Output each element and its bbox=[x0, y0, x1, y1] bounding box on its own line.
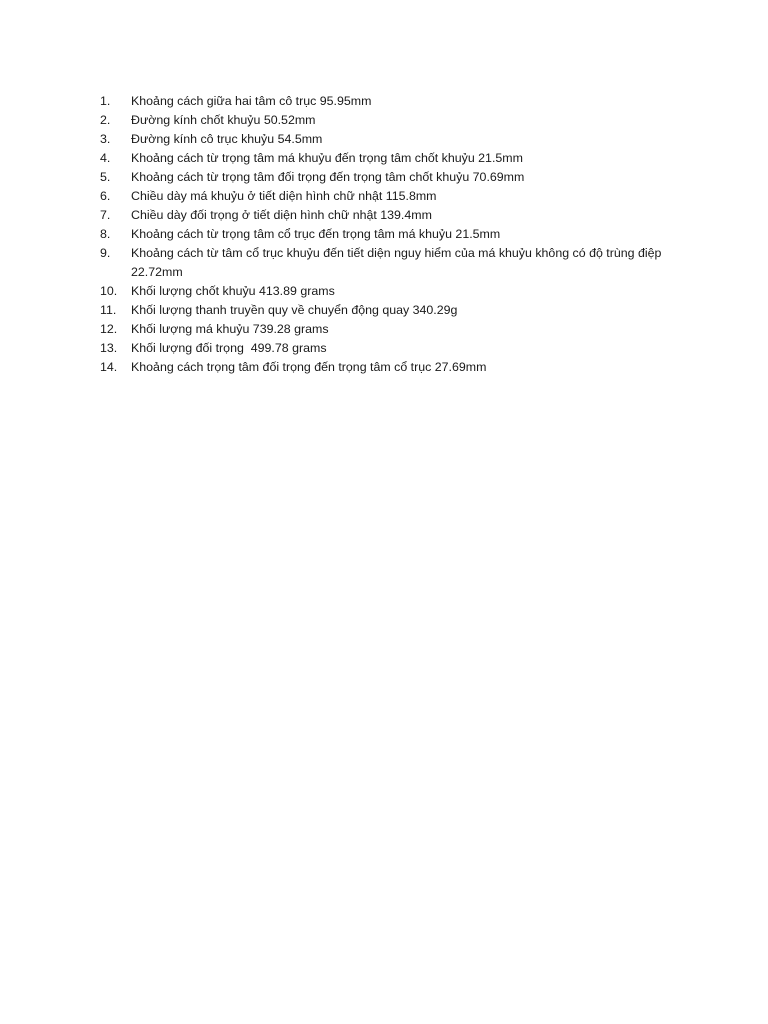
list-item bbox=[100, 187, 690, 206]
item-text: Đường kính chốt khuỷu 50.52mm bbox=[131, 113, 316, 127]
list-item bbox=[100, 282, 690, 301]
item-number: 13. bbox=[100, 341, 118, 355]
list-item bbox=[100, 92, 690, 111]
item-number: 6. bbox=[100, 189, 111, 203]
item-number: 12. bbox=[100, 322, 118, 336]
list-item bbox=[100, 320, 690, 339]
item-text: Khoảng cách từ tâm cổ trục khuỷu đến tiết diện nguy hiểm của má khuỷu không có độ trùng điệp 22.72mm bbox=[131, 246, 662, 279]
item-number: 4. bbox=[100, 151, 111, 165]
item-number: 10. bbox=[100, 284, 118, 298]
list-item bbox=[100, 168, 690, 187]
item-number: 8. bbox=[100, 227, 111, 241]
item-number: 7. bbox=[100, 208, 111, 222]
item-number: 2. bbox=[100, 113, 111, 127]
list-item bbox=[100, 358, 690, 377]
item-text: Khoảng cách giữa hai tâm cô trục 95.95mm bbox=[131, 94, 372, 108]
list-item bbox=[100, 111, 690, 130]
item-text: Khối lượng chốt khuỷu 413.89 grams bbox=[131, 284, 335, 298]
list-item bbox=[100, 130, 690, 149]
item-text: Khoảng cách từ trọng tâm cổ trục đến trọng tâm má khuỷu 21.5mm bbox=[131, 227, 501, 241]
list-item bbox=[100, 244, 690, 282]
item-text: Chiều dày đối trọng ở tiết diện hình chữ nhật 139.4mm bbox=[131, 208, 432, 222]
item-text: Đường kính cô trục khuỷu 54.5mm bbox=[131, 132, 323, 146]
item-text: Chiều dày má khuỷu ở tiết diện hình chữ nhật 115.8mm bbox=[131, 189, 437, 203]
item-text: Khoảng cách từ trọng tâm đối trọng đến trọng tâm chốt khuỷu 70.69mm bbox=[131, 170, 525, 184]
list-item bbox=[100, 301, 690, 320]
item-number: 11. bbox=[100, 303, 117, 317]
item-text: Khoảng cách từ trọng tâm má khuỷu đến trọng tâm chốt khuỷu 21.5mm bbox=[131, 151, 523, 165]
list-item bbox=[100, 339, 690, 358]
item-text: Khối lượng má khuỷu 739.28 grams bbox=[131, 322, 329, 336]
item-number: 3. bbox=[100, 132, 111, 146]
numbered-list bbox=[100, 92, 690, 377]
list-item bbox=[100, 225, 690, 244]
item-text: Khối lượng đối trọng 499.78 grams bbox=[131, 341, 327, 355]
item-text: Khoảng cách trọng tâm đối trọng đến trọng tâm cổ trục 27.69mm bbox=[131, 360, 487, 374]
item-number: 9. bbox=[100, 246, 111, 260]
list-item bbox=[100, 206, 690, 225]
item-number: 5. bbox=[100, 170, 111, 184]
item-number: 1. bbox=[100, 94, 111, 108]
item-text: Khối lượng thanh truyền quy về chuyển động quay 340.29g bbox=[131, 303, 458, 317]
item-number: 14. bbox=[100, 360, 118, 374]
list-item bbox=[100, 149, 690, 168]
